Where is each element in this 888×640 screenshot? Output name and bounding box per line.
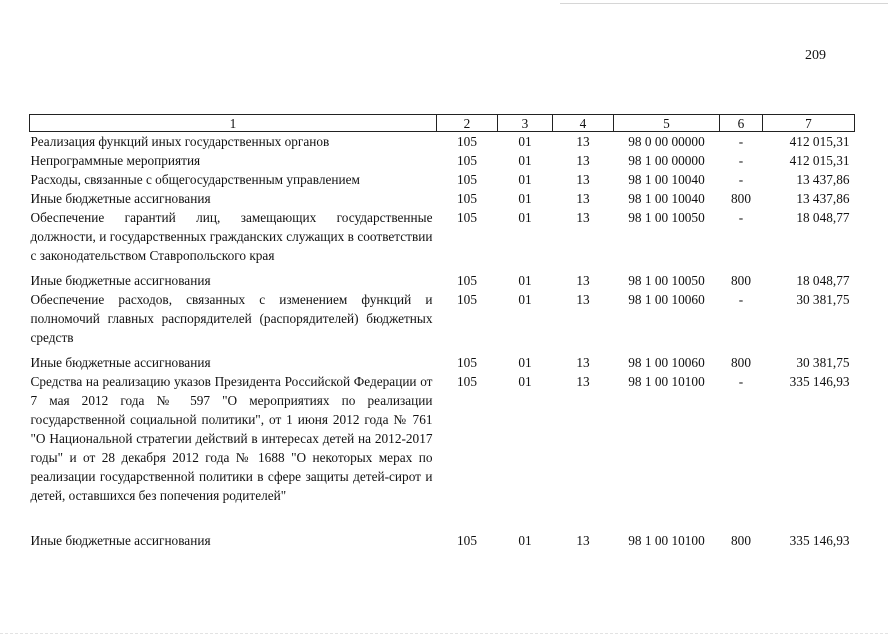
row-cell: -	[738, 374, 744, 389]
row-cell: 01	[518, 374, 532, 389]
table-row	[30, 290, 855, 353]
table-row	[30, 372, 855, 531]
column-header: 6	[720, 115, 763, 132]
row-cell: 98 1 00 10050	[628, 273, 705, 288]
table-row	[30, 189, 855, 208]
row-cell: 13	[576, 153, 590, 168]
table-row	[30, 170, 855, 189]
column-header: 3	[498, 115, 553, 132]
row-cell: 13	[576, 273, 590, 288]
row-cell: 98 1 00 10050	[628, 210, 705, 225]
row-cell: -	[738, 292, 744, 307]
row-cell: 98 1 00 10100	[628, 533, 705, 548]
row-cell: 800	[731, 533, 751, 548]
row-amount: 13 437,86	[796, 172, 850, 187]
column-header: 7	[763, 115, 855, 132]
row-cell: 800	[731, 273, 751, 288]
table-header	[30, 115, 855, 132]
row-name: Непрограммные мероприятия	[30, 153, 201, 168]
row-cell: 98 1 00 10100	[628, 374, 705, 389]
row-amount: 335 146,93	[789, 533, 850, 548]
row-cell: 01	[518, 355, 532, 370]
row-cell: 13	[576, 374, 590, 389]
row-cell: 13	[576, 134, 590, 149]
row-cell: 105	[457, 153, 477, 168]
row-cell: -	[738, 153, 744, 168]
row-cell: 105	[457, 355, 477, 370]
row-cell: 98 0 00 00000	[628, 134, 705, 149]
row-name: Средства на реализацию указов Президента Российской Федерации от 7 мая 2012 года № 597 "О мероприятиях по реализации государственной социальной политики", от 1 июня 2012 года № 761 "О Национальной стратегии действий в интересах детей на 2012-2017 годы" и от 28 декабря 2012 года № 1688 "О некоторых мерах по реализации государственной политики в сфере защиты детей-сирот и детей, оставшихся без попечения родителей"	[30, 374, 433, 503]
row-cell: -	[738, 134, 744, 149]
row-cell: 01	[518, 210, 532, 225]
row-cell: 800	[731, 191, 751, 206]
table-row	[30, 208, 855, 271]
row-amount: 335 146,93	[789, 374, 850, 389]
row-name: Расходы, связанные с общегосударственным управлением	[30, 172, 360, 187]
row-cell: 98 1 00 10060	[628, 292, 705, 307]
row-amount: 18 048,77	[796, 210, 850, 225]
row-cell: 105	[457, 533, 477, 548]
row-amount: 412 015,31	[789, 134, 850, 149]
row-cell: 98 1 00 00000	[628, 153, 705, 168]
row-cell: 13	[576, 210, 590, 225]
header-row	[30, 115, 855, 132]
row-name: Обеспечение гарантий лиц, замещающих государственные должности, и государственных гражданских служащих в соответствии с законодательством Ставропольского края	[30, 210, 433, 263]
row-cell: 105	[457, 172, 477, 187]
row-cell: 105	[457, 134, 477, 149]
scan-edge-bottom	[0, 633, 888, 634]
row-cell: 01	[518, 172, 532, 187]
column-header: 5	[614, 115, 720, 132]
column-header: 4	[553, 115, 614, 132]
table-row	[30, 151, 855, 170]
row-cell: 105	[457, 273, 477, 288]
row-cell: 98 1 00 10060	[628, 355, 705, 370]
row-amount: 13 437,86	[796, 191, 850, 206]
table-row	[30, 531, 855, 550]
row-cell: 105	[457, 292, 477, 307]
table-row	[30, 132, 855, 152]
scan-edge-top	[560, 3, 888, 4]
row-amount: 30 381,75	[796, 355, 850, 370]
row-cell: 13	[576, 292, 590, 307]
row-cell: 105	[457, 374, 477, 389]
row-cell: 01	[518, 153, 532, 168]
table-body	[30, 132, 855, 551]
row-cell: 13	[576, 355, 590, 370]
row-name: Иные бюджетные ассигнования	[30, 191, 211, 206]
row-cell: 01	[518, 191, 532, 206]
row-name: Обеспечение расходов, связанных с изменением функций и полномочий главных распорядителей (распорядителей) бюджетных средств	[30, 292, 433, 345]
row-cell: 98 1 00 10040	[628, 172, 705, 187]
row-amount: 30 381,75	[796, 292, 850, 307]
row-cell: -	[738, 172, 744, 187]
table-row	[30, 271, 855, 290]
row-name: Иные бюджетные ассигнования	[30, 355, 211, 370]
row-cell: 800	[731, 355, 751, 370]
row-cell: 105	[457, 191, 477, 206]
column-header: 1	[30, 115, 437, 132]
row-cell: 98 1 00 10040	[628, 191, 705, 206]
row-cell: 105	[457, 210, 477, 225]
table-row	[30, 353, 855, 372]
row-name: Иные бюджетные ассигнования	[30, 533, 211, 548]
row-cell: 13	[576, 172, 590, 187]
row-name: Иные бюджетные ассигнования	[30, 273, 211, 288]
row-amount: 18 048,77	[796, 273, 850, 288]
page-number: 209	[805, 48, 826, 63]
row-cell: 01	[518, 273, 532, 288]
row-cell: 01	[518, 292, 532, 307]
row-name: Реализация функций иных государственных органов	[30, 134, 330, 149]
column-header: 2	[437, 115, 498, 132]
row-cell: 01	[518, 533, 532, 548]
budget-table	[29, 114, 855, 550]
row-cell: -	[738, 210, 744, 225]
row-amount: 412 015,31	[789, 153, 850, 168]
row-cell: 13	[576, 533, 590, 548]
row-cell: 01	[518, 134, 532, 149]
row-cell: 13	[576, 191, 590, 206]
